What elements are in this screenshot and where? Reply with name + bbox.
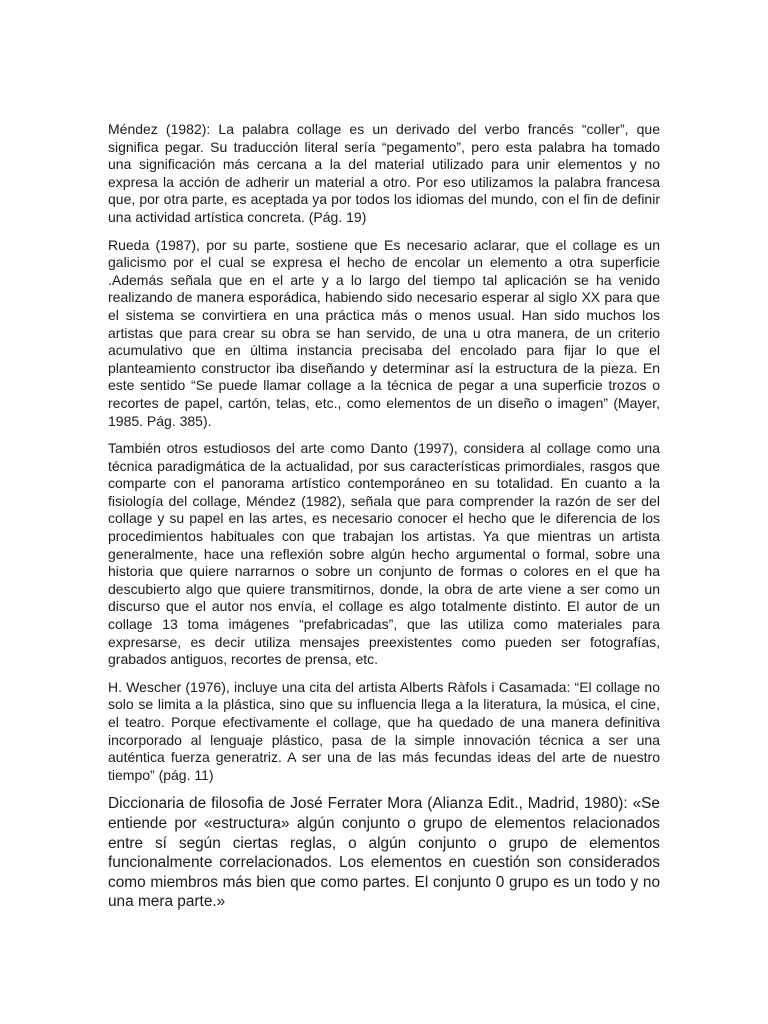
paragraph-danto: También otros estudiosos del arte como Danto (1997), considera al collage como una técnica paradigmática de la actualidad, por sus características primordiales, rasgos que comparte con el panorama artístico contemporáneo en su totalidad. En cuanto a la fisiología del collage, Méndez (1982), señala que para comprender la razón de ser del collage y su papel en las artes, es necesario conocer el hecho que le diferencia de los procedimientos habituales con que trabajan los artistas. Ya que mientras un artista generalmente, hace una reflexión sobre algún hecho argumental o formal, sobre una historia que quiere narrarnos o sobre un conjunto de formas o colores en el que ha descubierto algo que quiere transmitirnos, donde, la obra de arte viene a ser como un discurso que el autor nos envía, el collage es algo totalmente distinto. El autor de un collage 13 toma imágenes “prefabricadas”, que las utiliza como materiales para expresarse, es decir utiliza mensajes preexistentes como pueden ser fotografías, grabados antiguos, recortes de prensa, etc. bbox=[108, 440, 660, 668]
document-page bbox=[108, 121, 660, 922]
paragraph-ferrater-mora: Diccionaria de filosofia de José Ferrater Mora (Alianza Edit., Madrid, 1980): «Se entiende por «estructura» algún conjunto o grupo de elementos relacionados entre sí según ciertas reglas, o algún conjunto o grupo de elementos funcionalmente correlacionados. Los elementos en cuestión son considerados como miembros más bien que como partes. El conjunto 0 grupo es un todo y no una mera parte.» bbox=[108, 795, 660, 911]
paragraph-mendez: Méndez (1982): La palabra collage es un derivado del verbo francés “coller”, que significa pegar. Su traducción literal sería “pegamento”, pero esta palabra ha tomado una significación más cercana a la del material utilizado para unir elementos y no expresa la acción de adherir un material a otro. Por eso utilizamos la palabra francesa que, por otra parte, es aceptada ya por todos los idiomas del mundo, con el fin de definir una actividad artística concreta. (Pág. 19) bbox=[108, 121, 660, 225]
paragraph-wescher: H. Wescher (1976), incluye una cita del artista Alberts Ràfols i Casamada: “El collage no solo se limita a la plástica, sino que su influencia llega a la literatura, la música, el cine, el teatro. Porque efectivamente el collage, que ha quedado de una manera definitiva incorporado al lenguaje plástico, pasa de la simple innovación técnica a ser una auténtica fuerza generatriz. A ser una de las más fecundas ideas del arte de nuestro tiempo” (pág. 11) bbox=[108, 678, 660, 783]
paragraph-rueda: Rueda (1987), por su parte, sostiene que Es necesario aclarar, que el collage es un galicismo por el cual se expresa el hecho de encolar un elemento a otra superficie .Además señala que en el arte y a lo largo del tiempo tal aplicación se ha venido realizando de manera esporádica, habiendo sido necesario esperar al siglo XX para que el sistema se convirtiera en una práctica más o menos usual. Han sido muchos los artistas que para crear su obra se han servido, de una u otra manera, de un criterio acumulativo que en última instancia precisaba del encolado para fijar lo que el planteamiento constructor iba diseñando y determinar así la estructura de la pieza. En este sentido “Se puede llamar collage a la técnica de pegar a una superficie trozos o recortes de papel, cartón, telas, etc., como elementos de un diseño o imagen” (Mayer, 1985. Pág. 385). bbox=[108, 236, 660, 429]
